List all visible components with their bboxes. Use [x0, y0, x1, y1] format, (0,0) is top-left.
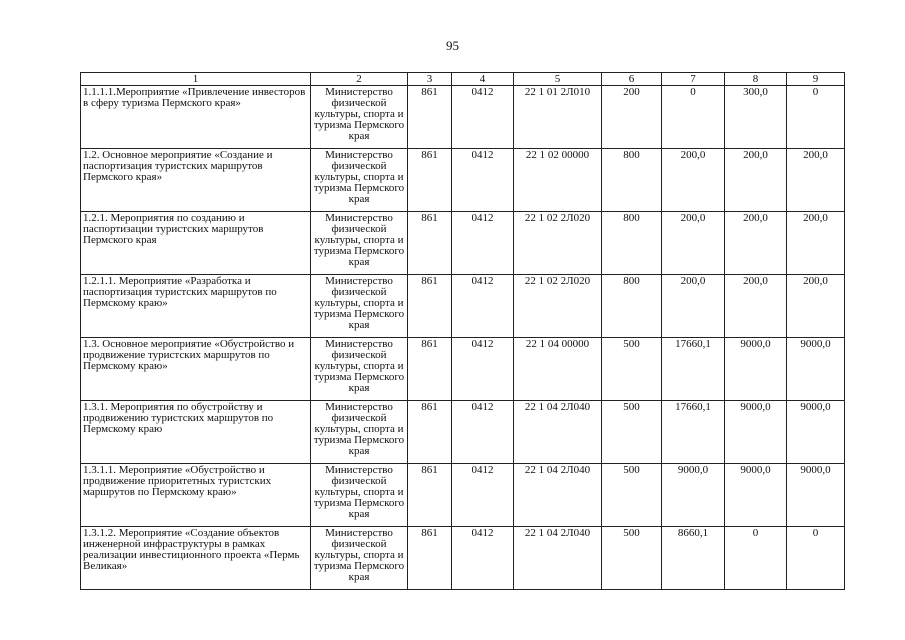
- section-code-cell: 0412: [452, 464, 514, 527]
- amount-year2-cell: 200,0: [725, 275, 787, 338]
- expense-type-cell: 500: [602, 401, 662, 464]
- table-row: [81, 401, 845, 464]
- table-row: [81, 464, 845, 527]
- amount-year2-cell: 200,0: [725, 149, 787, 212]
- table-row: [81, 527, 845, 590]
- responsible-org-cell: Министерство физической культуры, спорта и туризма Пермского края: [311, 527, 408, 590]
- activity-name-cell: 1.1.1.1.Мероприятие «Привлечение инвесторов в сферу туризма Пермского края»: [81, 86, 311, 149]
- responsible-org-cell: Министерство физической культуры, спорта и туризма Пермского края: [311, 338, 408, 401]
- activity-name-cell: 1.2.1.1. Мероприятие «Разработка и паспортизация туристских маршрутов по Пермскому краю»: [81, 275, 311, 338]
- amount-year1-cell: 200,0: [662, 212, 725, 275]
- amount-year2-cell: 0: [725, 527, 787, 590]
- section-code-cell: 0412: [452, 86, 514, 149]
- grbs-code-cell: 861: [408, 86, 452, 149]
- grbs-code-cell: 861: [408, 401, 452, 464]
- expense-type-cell: 500: [602, 338, 662, 401]
- amount-year1-cell: 17660,1: [662, 338, 725, 401]
- target-article-cell: 22 1 02 2Л020: [514, 212, 602, 275]
- table-row: [81, 86, 845, 149]
- amount-year3-cell: 9000,0: [787, 464, 845, 527]
- section-code-cell: 0412: [452, 401, 514, 464]
- table-row: [81, 149, 845, 212]
- section-code-cell: 0412: [452, 338, 514, 401]
- section-code-cell: 0412: [452, 212, 514, 275]
- expense-type-cell: 200: [602, 86, 662, 149]
- section-code-cell: 0412: [452, 527, 514, 590]
- header-cell: 5: [514, 73, 602, 86]
- page-number: 95: [446, 38, 459, 53]
- amount-year3-cell: 200,0: [787, 212, 845, 275]
- grbs-code-cell: 861: [408, 527, 452, 590]
- amount-year1-cell: 200,0: [662, 275, 725, 338]
- expense-type-cell: 800: [602, 275, 662, 338]
- budget-table: [80, 72, 845, 590]
- header-cell: 1: [81, 73, 311, 86]
- amount-year2-cell: 200,0: [725, 212, 787, 275]
- amount-year1-cell: 17660,1: [662, 401, 725, 464]
- amount-year1-cell: 9000,0: [662, 464, 725, 527]
- table-row: [81, 338, 845, 401]
- grbs-code-cell: 861: [408, 338, 452, 401]
- table-row: [81, 275, 845, 338]
- target-article-cell: 22 1 02 2Л020: [514, 275, 602, 338]
- expense-type-cell: 800: [602, 212, 662, 275]
- header-cell: 8: [725, 73, 787, 86]
- header-cell: 3: [408, 73, 452, 86]
- amount-year2-cell: 300,0: [725, 86, 787, 149]
- amount-year2-cell: 9000,0: [725, 464, 787, 527]
- table-body: [81, 73, 845, 590]
- header-row: [81, 73, 845, 86]
- header-cell: 6: [602, 73, 662, 86]
- header-cell: 9: [787, 73, 845, 86]
- amount-year2-cell: 9000,0: [725, 338, 787, 401]
- target-article-cell: 22 1 02 00000: [514, 149, 602, 212]
- responsible-org-cell: Министерство физической культуры, спорта и туризма Пермского края: [311, 212, 408, 275]
- table-row: [81, 212, 845, 275]
- grbs-code-cell: 861: [408, 275, 452, 338]
- activity-name-cell: 1.3.1.1. Мероприятие «Обустройство и продвижение приоритетных туристских маршрутов по Пермскому краю»: [81, 464, 311, 527]
- responsible-org-cell: Министерство физической культуры, спорта и туризма Пермского края: [311, 149, 408, 212]
- expense-type-cell: 800: [602, 149, 662, 212]
- target-article-cell: 22 1 04 2Л040: [514, 527, 602, 590]
- activity-name-cell: 1.3. Основное мероприятие «Обустройство и продвижение туристских маршрутов по Пермскому краю»: [81, 338, 311, 401]
- target-article-cell: 22 1 01 2Л010: [514, 86, 602, 149]
- amount-year1-cell: 0: [662, 86, 725, 149]
- amount-year1-cell: 8660,1: [662, 527, 725, 590]
- amount-year3-cell: 200,0: [787, 149, 845, 212]
- amount-year3-cell: 9000,0: [787, 338, 845, 401]
- expense-type-cell: 500: [602, 464, 662, 527]
- header-cell: 2: [311, 73, 408, 86]
- amount-year3-cell: 200,0: [787, 275, 845, 338]
- target-article-cell: 22 1 04 2Л040: [514, 464, 602, 527]
- activity-name-cell: 1.2.1. Мероприятия по созданию и паспортизации туристских маршрутов Пермского края: [81, 212, 311, 275]
- grbs-code-cell: 861: [408, 464, 452, 527]
- grbs-code-cell: 861: [408, 212, 452, 275]
- activity-name-cell: 1.3.1.2. Мероприятие «Создание объектов инженерной инфраструктуры в рамках реализации инвестиционного проекта «Пермь Великая»: [81, 527, 311, 590]
- header-cell: 7: [662, 73, 725, 86]
- amount-year3-cell: 9000,0: [787, 401, 845, 464]
- amount-year3-cell: 0: [787, 527, 845, 590]
- responsible-org-cell: Министерство физической культуры, спорта и туризма Пермского края: [311, 401, 408, 464]
- responsible-org-cell: Министерство физической культуры, спорта и туризма Пермского края: [311, 86, 408, 149]
- target-article-cell: 22 1 04 00000: [514, 338, 602, 401]
- header-cell: 4: [452, 73, 514, 86]
- grbs-code-cell: 861: [408, 149, 452, 212]
- responsible-org-cell: Министерство физической культуры, спорта и туризма Пермского края: [311, 464, 408, 527]
- responsible-org-cell: Министерство физической культуры, спорта и туризма Пермского края: [311, 275, 408, 338]
- amount-year3-cell: 0: [787, 86, 845, 149]
- section-code-cell: 0412: [452, 149, 514, 212]
- target-article-cell: 22 1 04 2Л040: [514, 401, 602, 464]
- activity-name-cell: 1.2. Основное мероприятие «Создание и паспортизация туристских маршрутов Пермского края»: [81, 149, 311, 212]
- amount-year1-cell: 200,0: [662, 149, 725, 212]
- activity-name-cell: 1.3.1. Мероприятия по обустройству и продвижению туристских маршрутов по Пермскому краю: [81, 401, 311, 464]
- amount-year2-cell: 9000,0: [725, 401, 787, 464]
- expense-type-cell: 500: [602, 527, 662, 590]
- section-code-cell: 0412: [452, 275, 514, 338]
